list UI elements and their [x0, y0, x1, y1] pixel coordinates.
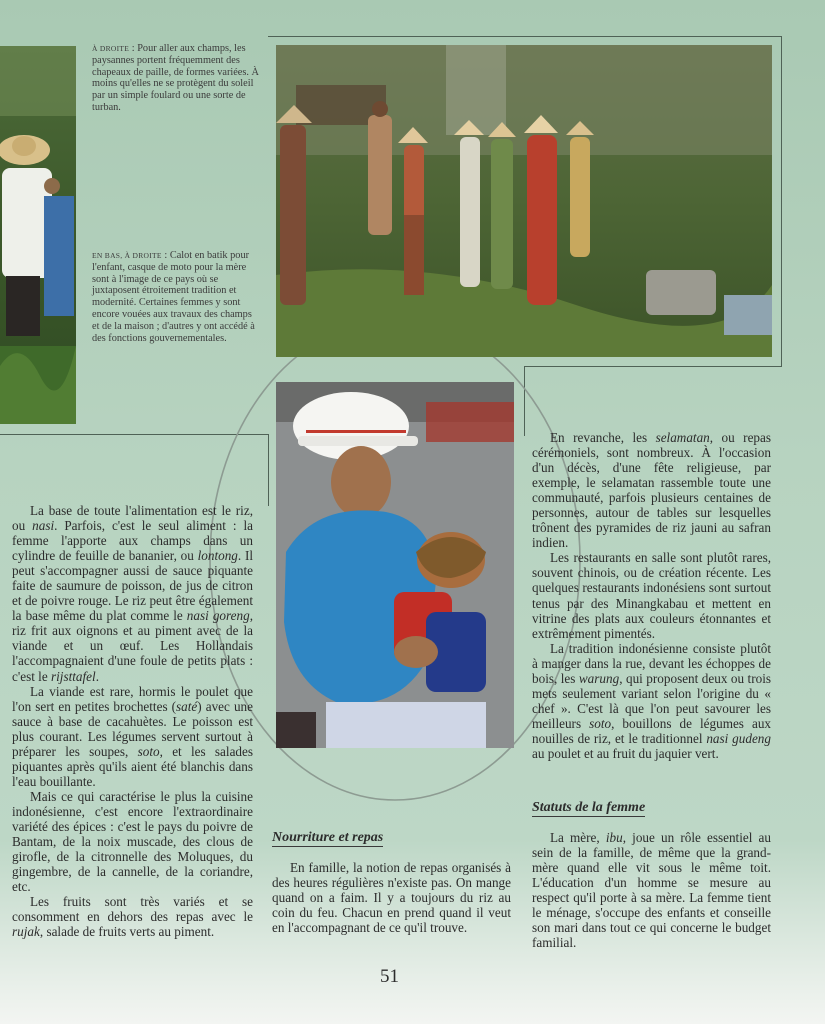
- left_column-run: . Il peut s'accompagner aussi de sauce piquante faite de saumure de poisson, de jus de citron et de poivre rouge. Le riz peut être également la base même du plat comme le: [12, 548, 254, 624]
- left_column-run: Les fruits sont très variés et se consomment en dehors des repas avec le: [12, 894, 253, 925]
- photo-mother-child-motorbike: [276, 382, 514, 748]
- middle_column-paragraph: [272, 860, 511, 935]
- right_column-run: , qui proposent deux ou trois mets seulement variant selon l'origine du « chef ». C'est là que l'on peut savourer les meilleurs: [532, 670, 771, 731]
- middle-column-text: [272, 860, 511, 935]
- right_column-run: warung: [578, 670, 620, 686]
- left-column-text: [12, 503, 253, 939]
- right-column-text: [532, 430, 771, 761]
- left_column-run: soto: [137, 743, 160, 759]
- left_column-run: nasi: [32, 518, 55, 534]
- heading-nourriture-text: Nourriture et repas: [272, 830, 384, 845]
- right_column-paragraph: [532, 430, 771, 550]
- left_column-run: rujak: [12, 924, 40, 940]
- status_section-run: , joue un rôle essentiel au sein de la famille, de même que la grand-mère quand elle vit sous le même toit. L'éducation d'un homme se mesure au respect qu'il porte à sa mère. La femme tient le ménage, s'occupe des enfants et conseille son mari dans tout ce qui concerne le budget familial.: [532, 830, 771, 951]
- left_column-run: La base de toute l'alimentation est le riz, ou: [12, 503, 253, 534]
- status_section-run: ibu: [605, 830, 623, 845]
- left_column-run: .: [95, 668, 99, 684]
- left_column-run: La viande est rare, hormis le poulet que l'on sert en petites brochettes (: [12, 683, 253, 714]
- middle_column-run: En famille, la notion de repas organisés à des heures régulières n'existe pas. On mange quand on a faim. Il y a toujours du riz au coin du feu. Chacun en prend quand il veut en l'accompagnant de ce qu'il trouve.: [272, 860, 511, 936]
- left_column-run: nasi goreng: [186, 608, 250, 624]
- status-text: [532, 830, 771, 950]
- left_column-run: , salade de fruits verts au piment.: [39, 924, 215, 940]
- left_column-run: saté: [176, 698, 198, 714]
- page-number: 51: [380, 966, 399, 987]
- caption-right: [92, 43, 260, 114]
- left_column-paragraph: [12, 684, 253, 789]
- caption-right-text: : Pour aller aux champs, les paysannes portent fréquemment des chapeaux de paille, de formes variées. À moins qu'elles ne se protègent du soleil par un simple foulard ou une sorte de turban.: [92, 43, 259, 113]
- right_column-run: selamatan: [655, 430, 710, 445]
- caption-bottom-right-label: EN BAS, À DROITE: [92, 251, 162, 260]
- photo-field-workers: [0, 46, 76, 424]
- left_column-run: . Parfois, c'est le seul aliment : la femme l'apporte aux champs dans un cylindre de feuille de bananier, ou: [12, 518, 253, 564]
- right_column-run: au poulet et au fruit du jaquier vert.: [532, 745, 719, 761]
- right_column-run: soto: [589, 715, 612, 731]
- right_column-run: nasi gudeng: [706, 730, 771, 746]
- left_column-run: , et les salades piquantes après qu'ils aient été blanchis dans l'eau bouillante.: [12, 743, 253, 789]
- right_column-run: , bouillons de légumes aux nouilles de riz, et le traditionnel: [532, 715, 772, 746]
- left_column-paragraph: [12, 503, 253, 684]
- heading-nourriture: [272, 830, 383, 846]
- right_column-paragraph: [532, 641, 771, 761]
- photo-women-straw-hats: [276, 45, 772, 357]
- left_column-run: ) avec une sauce à base de cacahuètes. Le poisson est plus courant. Les légumes servent surtout à préparer les soupes,: [12, 698, 253, 759]
- status_section-run: La mère,: [550, 830, 606, 845]
- status_section-paragraph: [532, 830, 771, 950]
- right_column-run: , ou repas cérémoniels, sont nombreux. À l'occasion d'un décès, d'une fête religieuse, par exemple, le selamatan rassemble toute une communauté, parfois plusieurs centaines de personnes, autour de tables sur lesquelles trônent des pyramides de riz jauni au safran indien.: [532, 430, 772, 551]
- left_column-run: lontong: [197, 548, 238, 564]
- caption-bottom-right-text: : Calot en batik pour l'enfant, casque de moto pour la mère sont à l'image de ce pays où se juxtaposent étroitement tradition et modernité. Certaines femmes y sont encore vouées aux travaux des champs et de la maison ; d'autres y ont accédé à des fonctions gouvernementales.: [92, 250, 255, 344]
- heading-statuts-text: Statuts de la femme: [532, 800, 646, 815]
- left_column-paragraph: [12, 789, 253, 894]
- left_column-run: , riz frit aux oignons et au piment avec de la viande et un œuf. Les Hollandais l'accompagnaient d'une foule de petits plats : c'est le: [12, 608, 253, 684]
- heading-statuts: [532, 800, 645, 816]
- right_column-run: La tradition indonésienne consiste plutôt à manger dans la rue, devant les échoppes de bois, les: [532, 640, 771, 686]
- caption-right-label: À DROITE: [92, 44, 130, 53]
- caption-bottom-right: [92, 250, 260, 344]
- right_column-run: En revanche, les: [550, 430, 656, 445]
- left_column-run: Mais ce qui caractérise le plus la cuisine indonésienne, c'est encore l'extraordinaire variété des épices : c'est le pays du poivre de Bantam, de la noix muscade, des clous de girofle, de la citronnelle des Moluques, du gingembre, de la cannelle, de la coriandre, etc.: [12, 788, 253, 895]
- left_column-run: rijsttafel: [51, 668, 96, 684]
- left_column-paragraph: [12, 894, 253, 939]
- right_column-paragraph: [532, 550, 771, 640]
- right_column-run: Les restaurants en salle sont plutôt rares, souvent chinois, ou de création récente. Les quelques restaurants indonésiens sont surtout tenus par des Minangkabau et mettent en vitrine des plats aux couleurs étonnantes et extrêmement pimentés.: [532, 550, 771, 641]
